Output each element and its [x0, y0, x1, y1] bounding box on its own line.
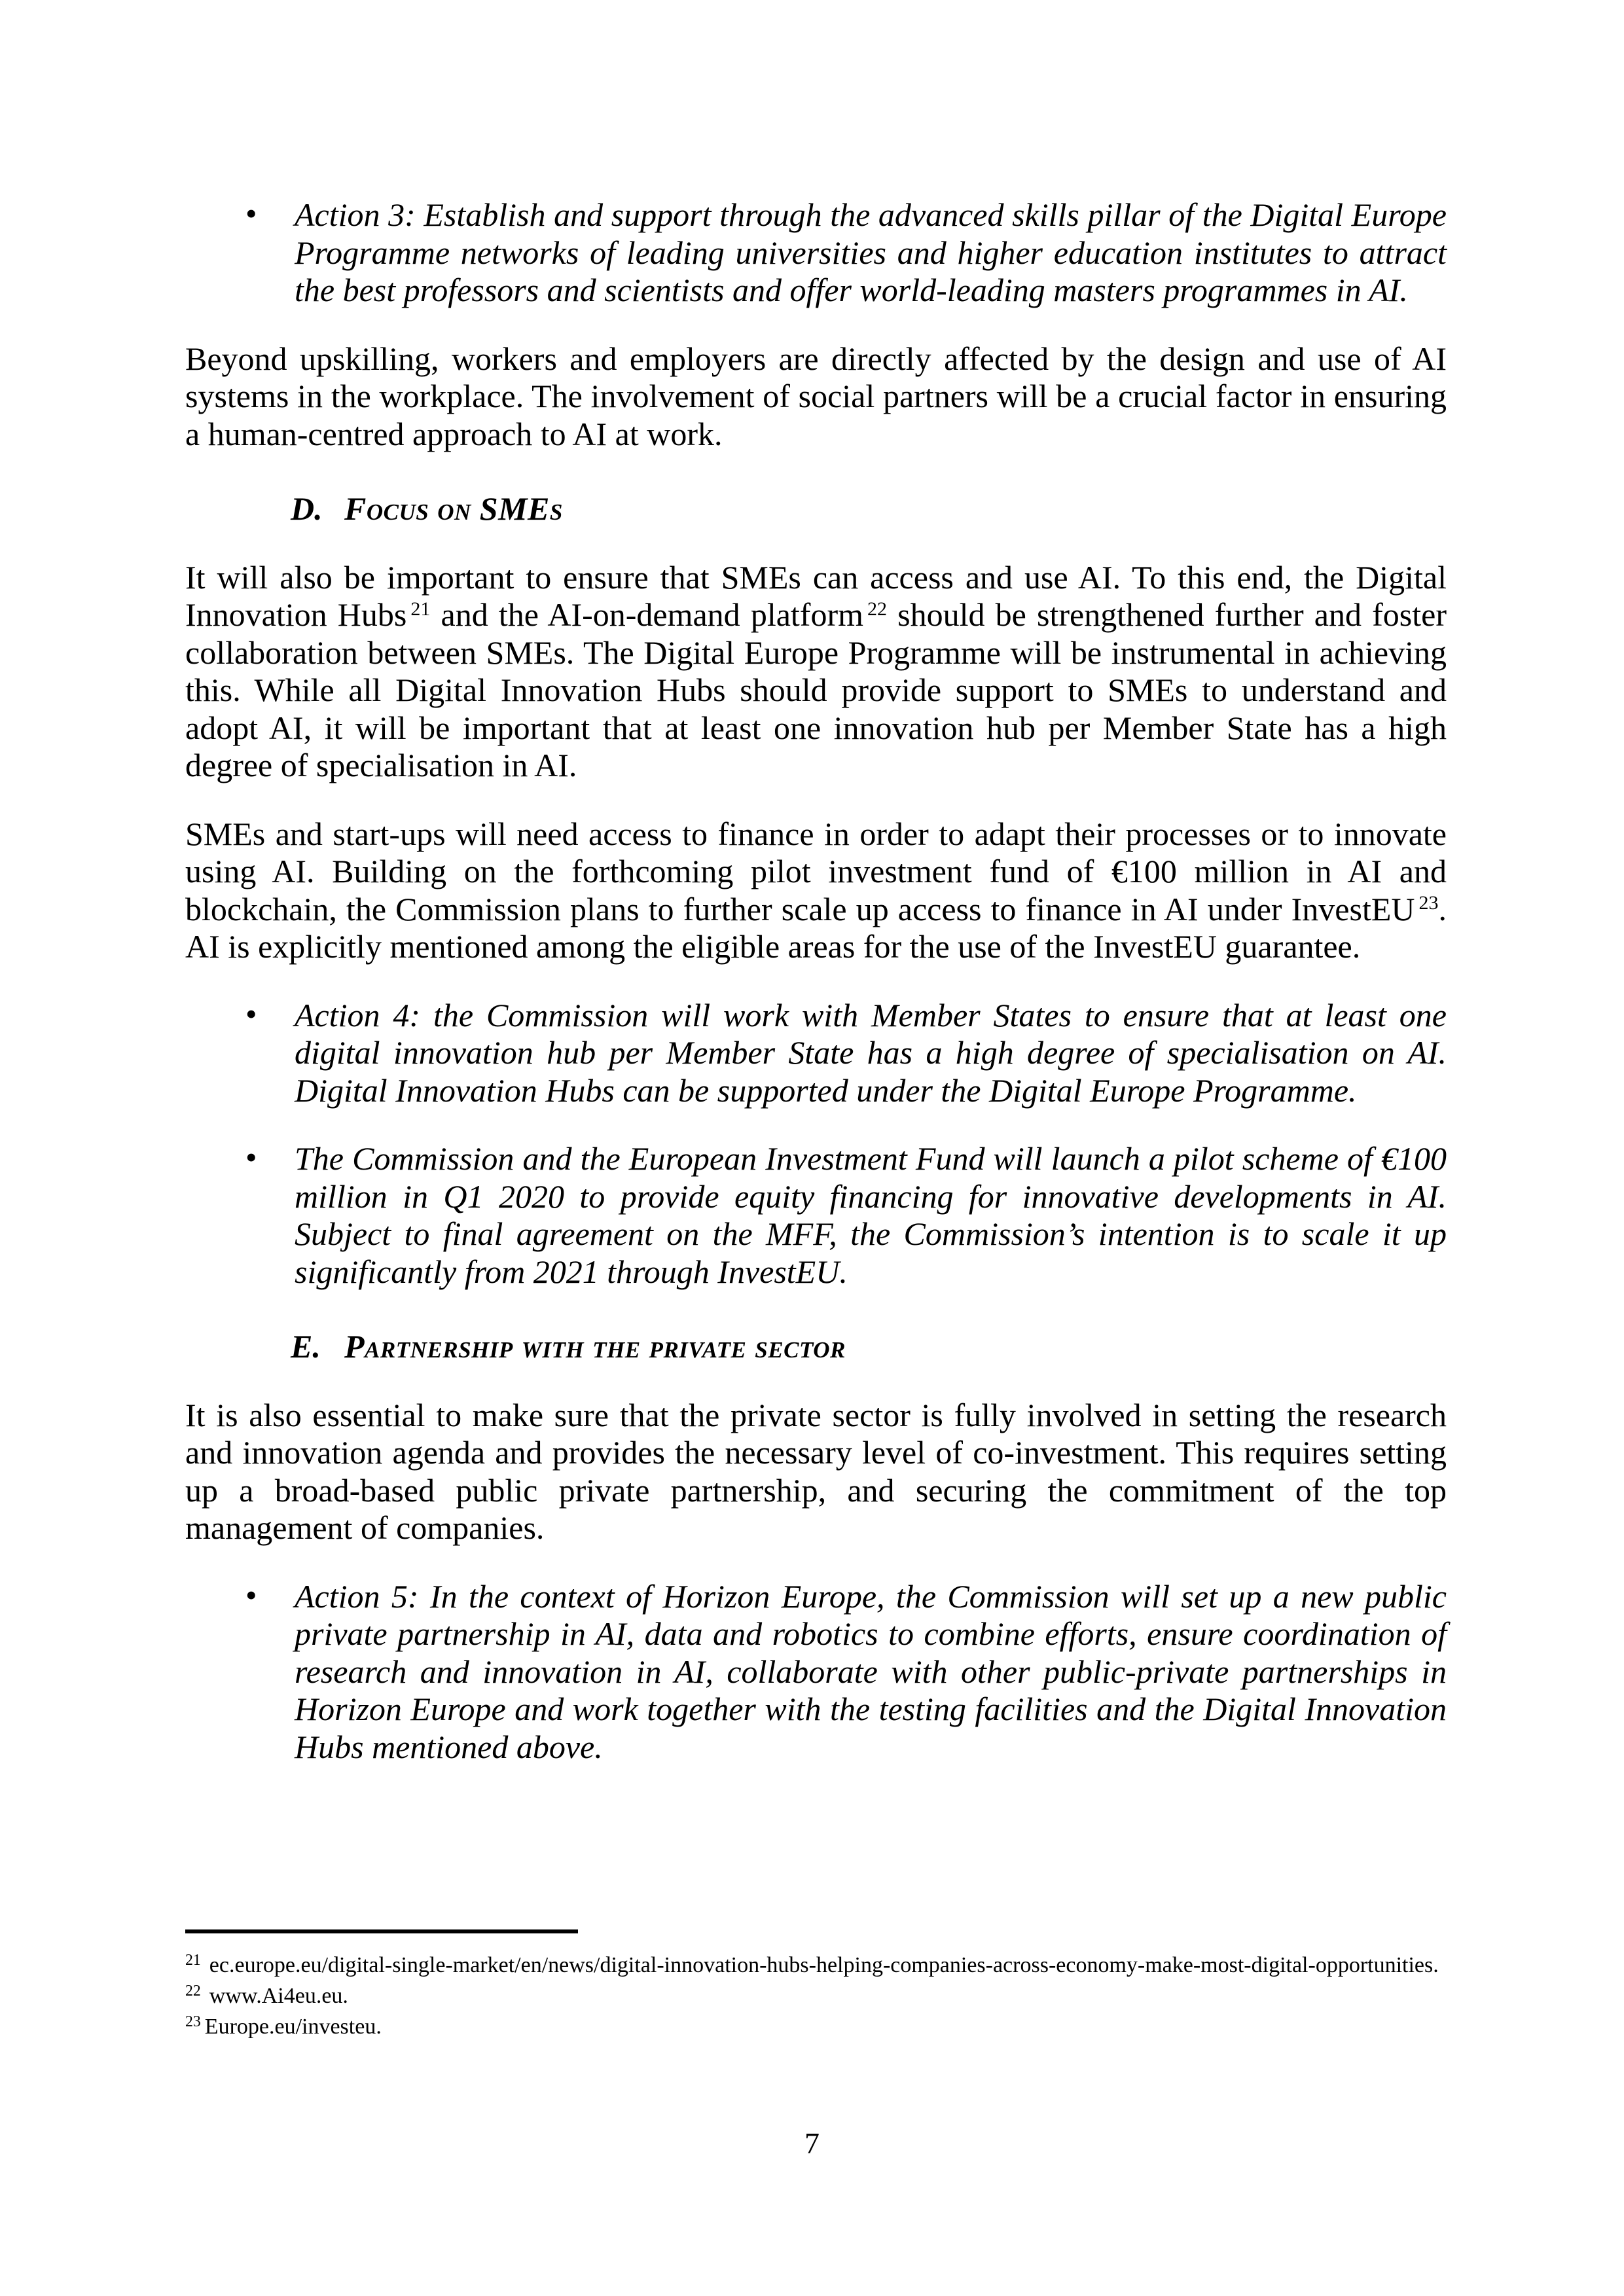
bullet-icon: • — [245, 995, 257, 1032]
footnote-ref-21: 21 — [410, 598, 431, 620]
section-letter-e: E. — [291, 1328, 321, 1365]
paragraph-segment: . AI is explicitly mentioned among the eligible areas for the use of the InvestEU guarantee. — [185, 890, 1447, 965]
section-heading-d — [185, 490, 1447, 528]
page-body — [185, 196, 1447, 1797]
bullet-action-5 — [185, 1578, 1447, 1767]
paragraph-private-sector: It is also essential to make sure that the private sector is fully involved in setting the research and innovation agenda and provides the necessary level of co-investment. This requires setting up a broad-based public private partnership, and securing the commitment of the top management of companies. — [185, 1396, 1447, 1546]
bullet-action-3-text: Action 3: Establish and support through the advanced skills pillar of the Digital Europe Programme networks of leading universities and higher education institutes to attract the best professors and scientists and offer world-leading masters programmes in AI. — [295, 196, 1447, 308]
paragraph-smes-finance — [185, 816, 1447, 966]
bullet-icon: • — [245, 1139, 257, 1175]
section-title-e: Partnership with the private sector — [344, 1328, 846, 1365]
bullet-icon: • — [245, 1576, 257, 1613]
paragraph-smes-access — [185, 559, 1447, 785]
paragraph-segment: SMEs and start-ups will need access to finance in order to adapt their processes or to innovate using AI. Building on the forthcoming pilot investment fund of €100 million in AI and blockchain, the Commission plans to further scale up access to finance in AI under InvestEU — [185, 815, 1447, 927]
footnote-ref-23: 23 — [1418, 892, 1439, 914]
bullet-pilot-scheme-text: The Commission and the European Investment Fund will launch a pilot scheme of €100 million in Q1 2020 to provide equity financing for innovative developments in AI. Subject to final agreement on the MFF, the Commission’s intention is to scale it up significantly from 2021 through InvestEU. — [295, 1140, 1447, 1290]
bullet-icon: • — [245, 195, 257, 232]
paragraph-segment: It will also be important to ensure that SMEs can access and use AI. To this end, the Digital Innovation Hubs — [185, 558, 1447, 633]
paragraph-segment: and the AI-on-demand platform — [430, 596, 863, 633]
bullet-pilot-scheme — [185, 1140, 1447, 1291]
footnote-text-21: ec.europe.eu/digital-single-market/en/news/digital-innovation-hubs-helping-companies-across-economy-make-most-digital-opportunities. — [209, 1953, 1439, 1977]
footnote-number-23: 23 — [185, 2013, 201, 2031]
footnote-21 — [185, 1950, 1447, 1981]
bullet-action-4 — [185, 997, 1447, 1110]
bullet-action-4-text: Action 4: the Commission will work with Member States to ensure that at least one digital innovation hub per Member State has a high degree of specialisation on AI. Digital Innovation Hubs can be supported under the Digital Europe Programme. — [295, 996, 1447, 1109]
section-letter-d: D. — [291, 490, 323, 527]
footnote-ref-22: 22 — [867, 598, 887, 620]
footnote-text-22: www.Ai4eu.eu. — [209, 1983, 348, 2008]
paragraph-segment: should be strengthened further and foster collaboration between SMEs. The Digital Europe Programme will be instrumental in achieving this. While all Digital Innovation Hubs should provide support to SMEs to understand and adopt AI, it will be important that at least one innovation hub per Member State has a high degree of specialisation in AI. — [185, 596, 1447, 783]
footnotes-section — [185, 1929, 1447, 2043]
bullet-action-5-text: Action 5: In the context of Horizon Europe, the Commission will set up a new public private partnership in AI, data and robotics to combine efforts, ensure coordination of research and innovation in AI, collaborate with other public-private partnerships in Horizon Europe and work together with the testing facilities and the Digital Innovation Hubs mentioned above. — [295, 1577, 1447, 1765]
footnote-text-23: Europe.eu/investeu. — [204, 2014, 382, 2039]
paragraph-beyond-upskilling: Beyond upskilling, workers and employers are directly affected by the design and use of AI systems in the workplace. The involvement of social partners will be a crucial factor in ensuring a human-centred approach to AI at work. — [185, 340, 1447, 452]
footnote-22 — [185, 1981, 1447, 2012]
footnote-23 — [185, 2012, 1447, 2043]
bullet-action-3 — [185, 196, 1447, 310]
page-number: 7 — [804, 2126, 820, 2160]
footnote-separator — [185, 1929, 578, 1933]
footnote-number-22: 22 — [185, 1982, 201, 2000]
section-title-d: Focus on SMEs — [344, 490, 563, 527]
footnote-number-21: 21 — [185, 1952, 201, 1969]
section-heading-e — [185, 1328, 1447, 1366]
